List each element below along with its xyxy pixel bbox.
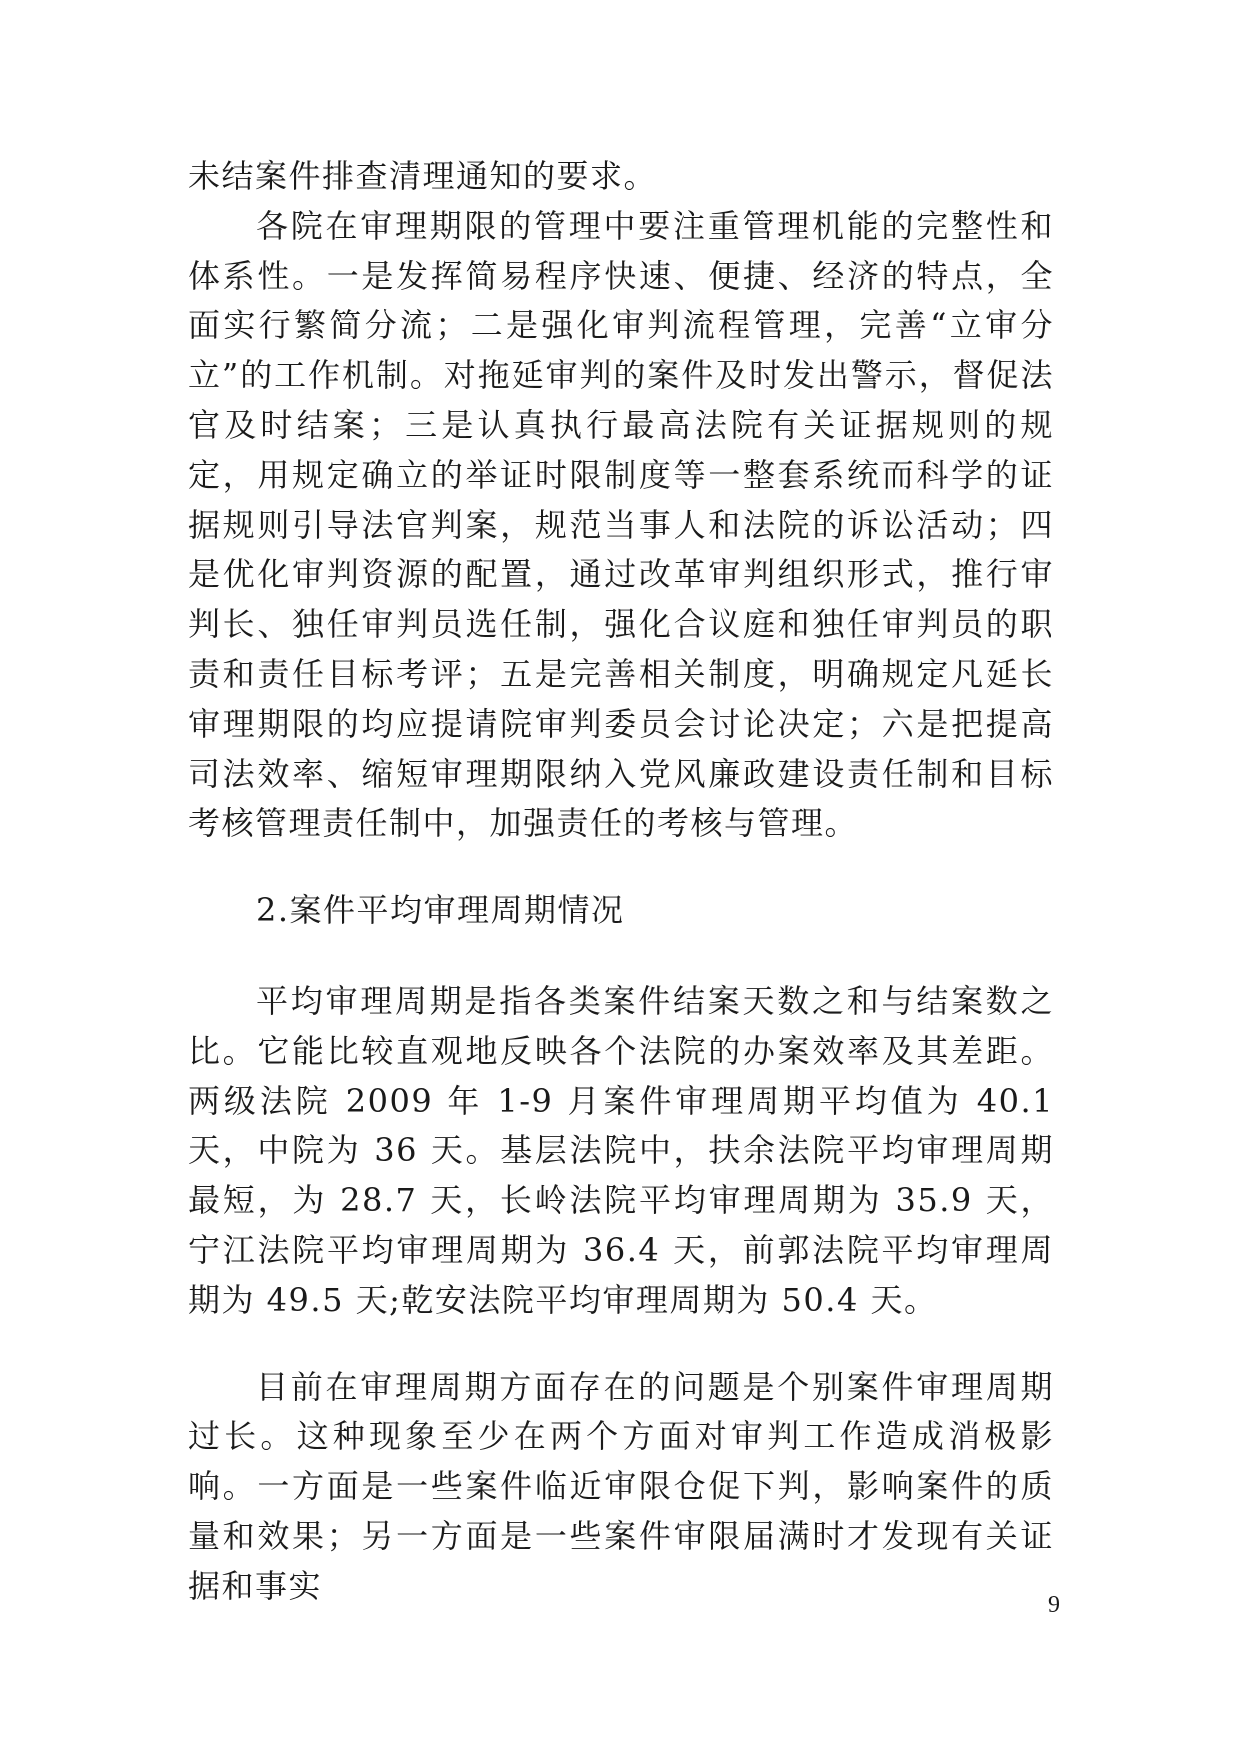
page-number: 9 xyxy=(1048,1592,1060,1618)
paragraph-trial-period-management: 各院在审理期限的管理中要注重管理机能的完整性和体系性。一是发挥简易程序快速、便捷、经济的特点，全面实行繁简分流；二是强化审判流程管理，完善“立审分立”的工作机制。对拖延审判的案件及时发出警示，督促法官及时结案；三是认真执行最高法院有关证据规则的规定，用规定确立的举证时限制度等一整套系统而科学的证据规则引导法官判案，规范当事人和法院的诉讼活动；四是优化审判资源的配置，通过改革审判组织形式，推行审判长、独任审判员选任制，强化合议庭和独任审判员的职责和责任目标考评；五是完善相关制度，明确规定凡延长审理期限的均应提请院审判委员会讨论决定；六是把提高司法效率、缩短审理期限纳入党风廉政建设责任制和目标考核管理责任制中，加强责任的考核与管理。 xyxy=(188,206,1054,843)
paragraph-continuation: 未结案件排查清理通知的要求。 xyxy=(188,157,658,195)
paragraph-trial-cycle-problems: 目前在审理周期方面存在的问题是个别案件审理周期过长。这种现象至少在两个方面对审判工作造成消极影响。一方面是一些案件临近审限仓促下判，影响案件的质量和效果；另一方面是一些案件审限届满时才发现有关证据和事实 xyxy=(188,1367,1054,1605)
body-text xyxy=(188,152,1054,1612)
section-heading-average-trial-cycle: 2.案件平均审理周期情况 xyxy=(256,891,625,930)
paragraph-average-trial-cycle: 平均审理周期是指各类案件结案天数之和与结案数之比。它能比较直观地反映各个法院的办案效率及其差距。两级法院 2009 年 1-9 月案件审理周期平均值为 40.1 天，中院为 36 天。基层法院中，扶余法院平均审理周期最短，为 28.7 天，长岭法院平均审理周期为 35.9 天，宁江法院平均审理周期为 36.4 天，前郭法院平均审理周期为 49.5 天;乾安法院平均审理周期为 50.4 天。 xyxy=(188,981,1054,1319)
